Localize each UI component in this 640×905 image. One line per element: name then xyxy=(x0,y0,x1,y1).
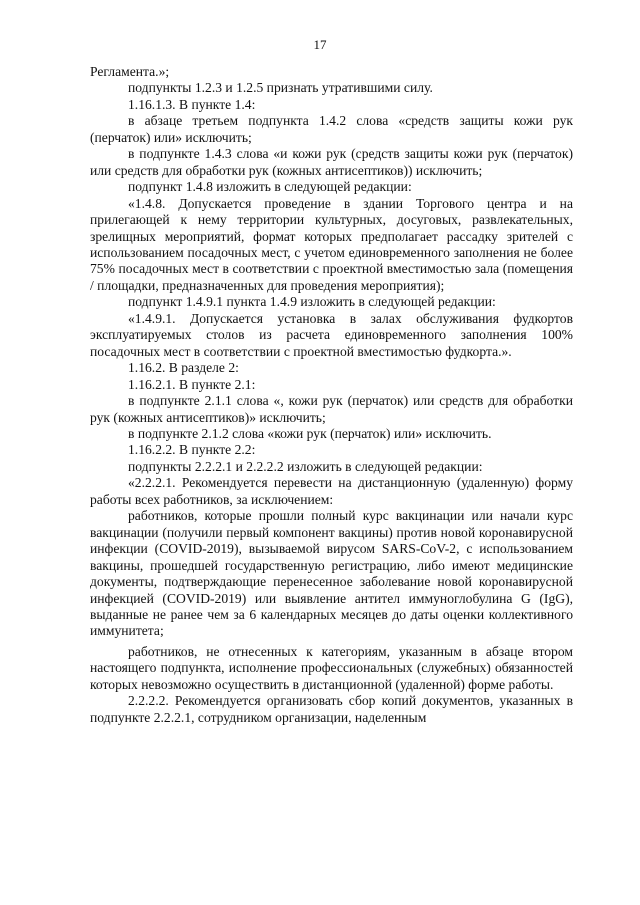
paragraph: «1.4.8. Допускается проведение в здании Торгового центра и на прилегающей к нему территории культурных, досуговых, развлекательных, зрелищных мероприятий, формат которых предполагает рассадку зрителей с использованием посадочных мест, с учетом единовременного заполнения не более 75% посадочных мест в соответствии с проектной вместимостью зала (помещения / площадки, предназначенных для проведения мероприятия); xyxy=(90,195,573,293)
paragraph: 1.16.1.3. В пункте 1.4: xyxy=(128,96,256,112)
page-number: 17 xyxy=(313,37,327,52)
paragraph: 1.16.2.1. В пункте 2.1: xyxy=(128,376,256,392)
paragraph: работников, которые прошли полный курс вакцинации или начали курс вакцинации (получили первый компонент вакцины) против новой коронавирусной инфекции (COVID-2019), вызываемой вирусом SARS-CoV-2, с использованием вакцины, прошедшей государственную регистрацию, либо имеют медицинские документы, подтверждающие перенесенное заболевание новой коронавирусной инфекцией (COVID-2019) или выявление антител иммуноглобулина G (IgG), выданные не ранее чем за 6 календарных месяцев до даты оценки коллективного иммунитета; xyxy=(90,508,573,639)
paragraph: в подпункте 2.1.1 слова «, кожи рук (перчаток) или средств для обработки рук (кожных антисептиков)» исключить; xyxy=(90,393,573,425)
paragraph: 1.16.2.2. В пункте 2.2: xyxy=(128,442,256,458)
paragraph: работников, не отнесенных к категориям, указанным в абзаце втором настоящего подпункта, исполнение профессиональных (служебных) обязанностей которых невозможно осуществить в дистанционной (удаленной) форме работы. xyxy=(90,643,573,692)
paragraph: подпункты 2.2.2.1 и 2.2.2.2 изложить в следующей редакции: xyxy=(128,458,483,474)
document-body xyxy=(90,64,573,726)
paragraph: 2.2.2.2. Рекомендуется организовать сбор копий документов, указанных в подпункте 2.2.2.1, сотрудником организации, наделенным xyxy=(90,693,573,725)
paragraph: «2.2.2.1. Рекомендуется перевести на дистанционную (удаленную) форму работы всех работников, за исключением: xyxy=(90,475,573,507)
paragraph: в абзаце третьем подпункта 1.4.2 слова «средств защиты кожи рук (перчаток) или» исключить; xyxy=(90,113,573,145)
paragraph: Регламента.»; xyxy=(90,64,170,79)
paragraph: в подпункте 1.4.3 слова «и кожи рук (средств защиты кожи рук (перчаток) или средств для обработки рук (кожных антисептиков)) исключить; xyxy=(90,146,573,178)
paragraph: 1.16.2. В разделе 2: xyxy=(128,360,239,376)
paragraph: подпункты 1.2.3 и 1.2.5 признать утратившими силу. xyxy=(128,80,433,96)
paragraph: в подпункте 2.1.2 слова «кожи рук (перчаток) или» исключить. xyxy=(128,425,492,441)
paragraph: подпункт 1.4.9.1 пункта 1.4.9 изложить в следующей редакции: xyxy=(128,294,496,310)
paragraph: подпункт 1.4.8 изложить в следующей редакции: xyxy=(128,179,412,195)
paragraph: «1.4.9.1. Допускается установка в залах обслуживания фудкортов эксплуатируемых столов из расчета единовременного заполнения 100% посадочных мест в соответствии с проектной вместимостью фудкорта.». xyxy=(90,310,573,359)
